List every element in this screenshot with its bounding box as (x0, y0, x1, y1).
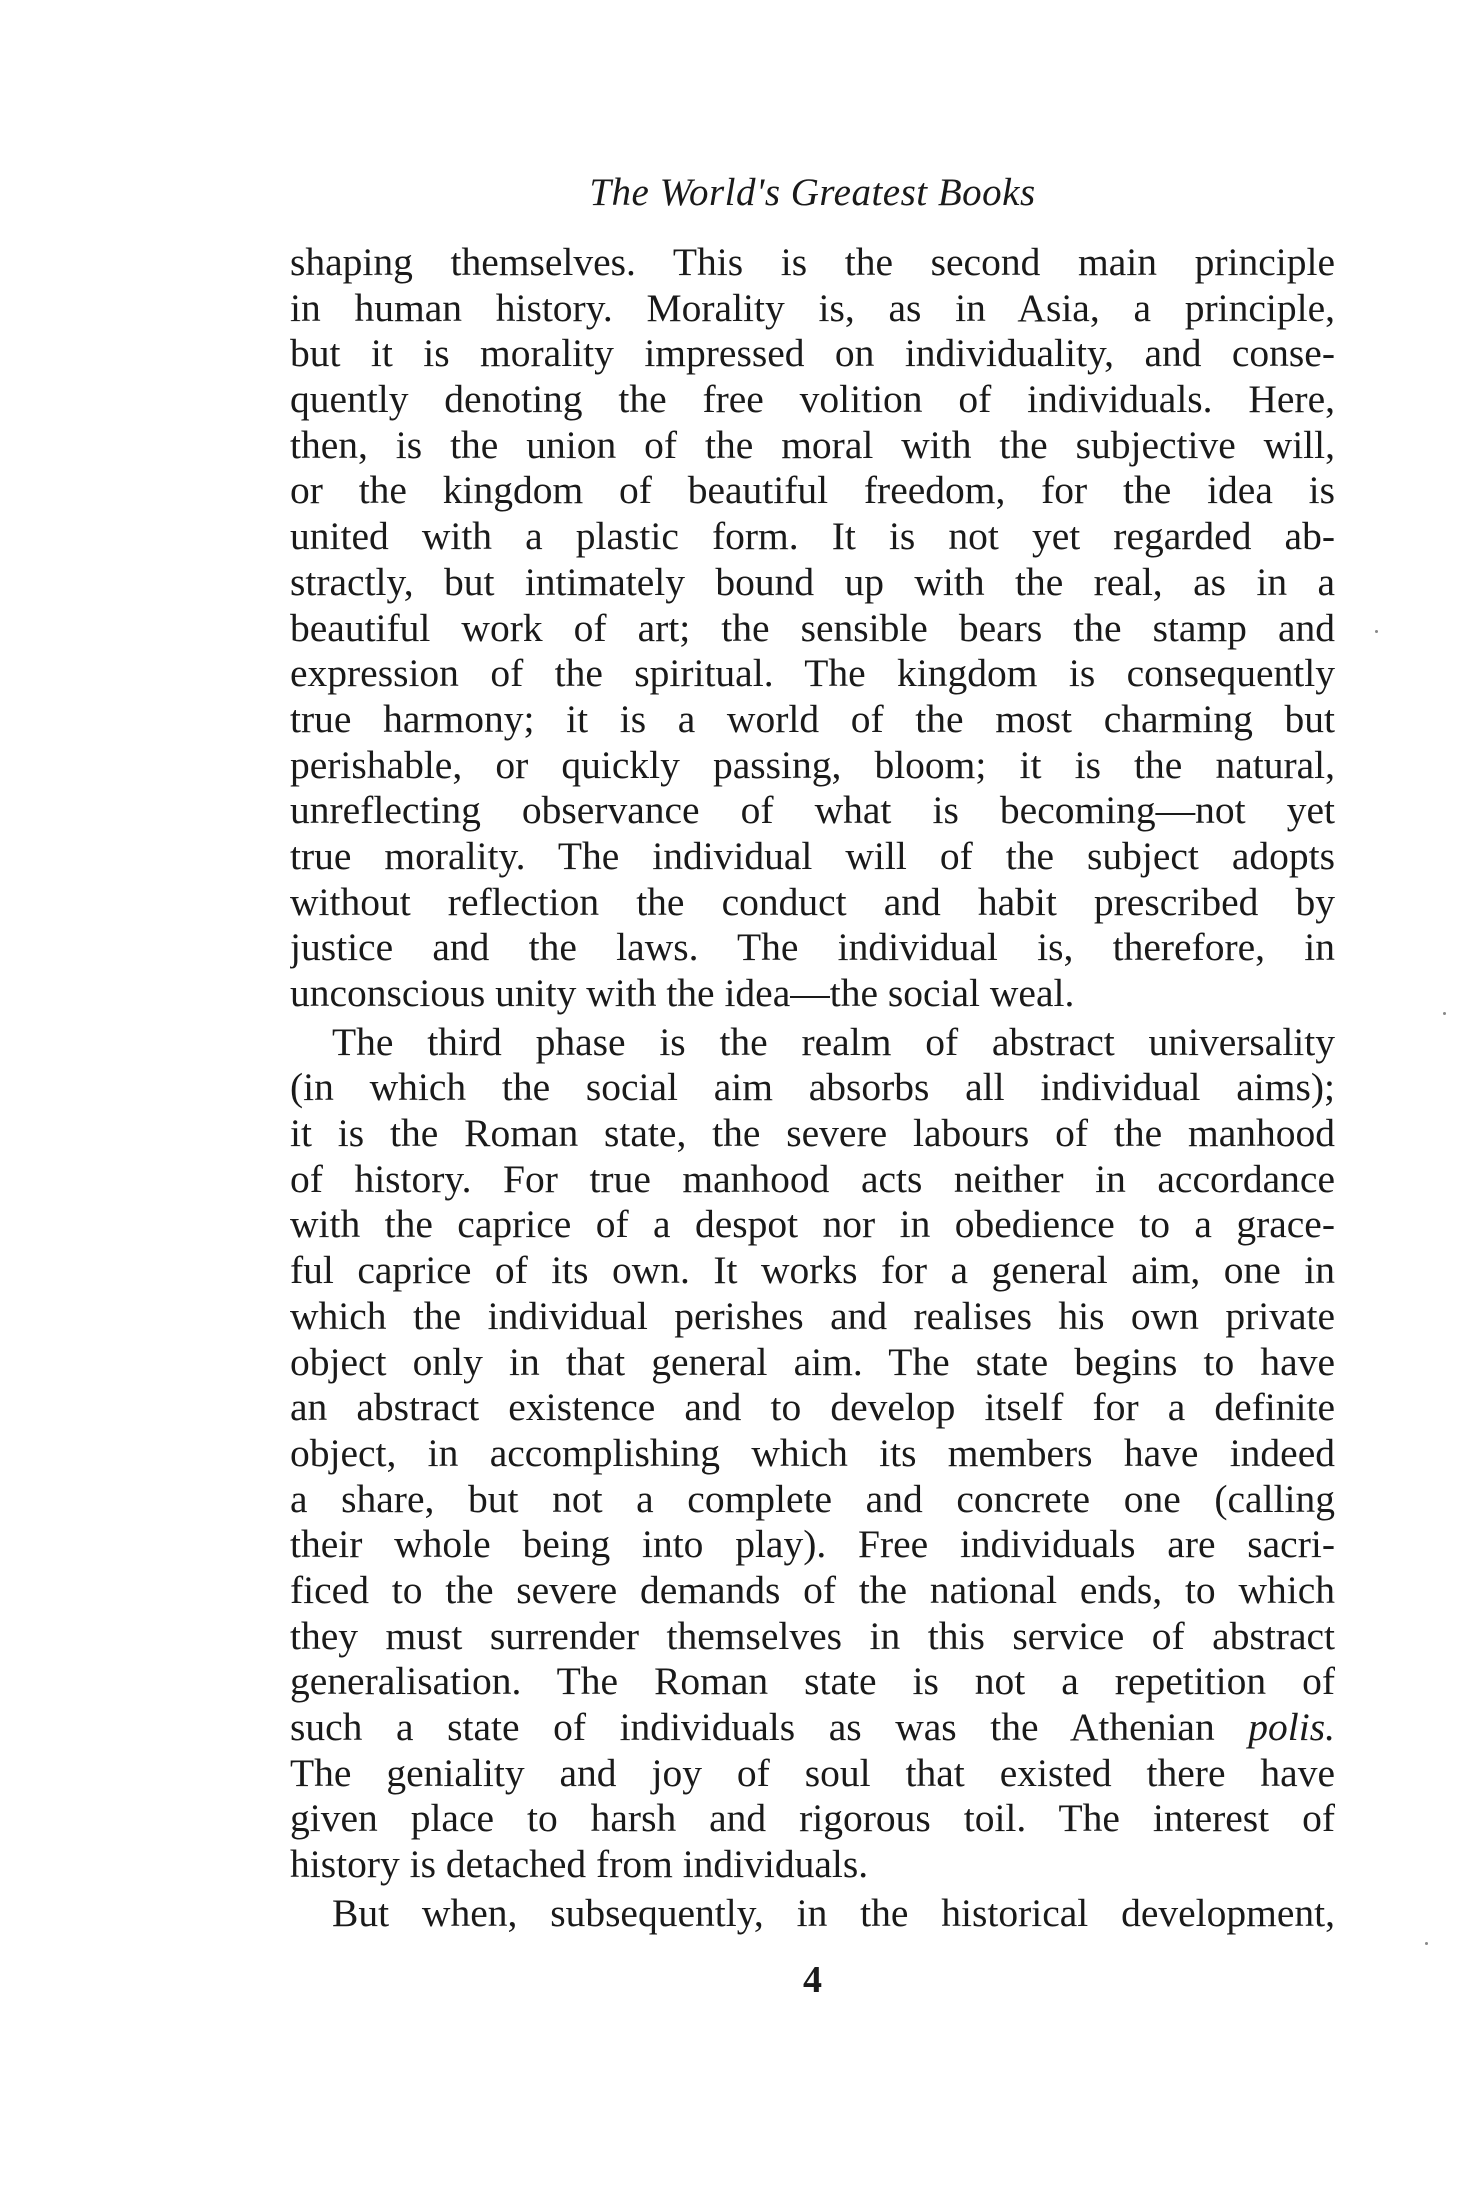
text-line: object, in accomplishing which its members have indeed (290, 1430, 1335, 1475)
text-line: their whole being into play). Free individuals are sacri- (290, 1522, 1335, 1567)
text-line: stractly, but intimately bound up with the real, as in a (290, 559, 1335, 604)
text-line: which the individual perishes and realises his own private (290, 1293, 1335, 1338)
page-number: 4 (803, 1959, 822, 2001)
text-line: justice and the laws. The individual is, therefore, in (290, 925, 1335, 970)
paper-speck (1375, 630, 1378, 633)
paper-speck (1425, 1942, 1428, 1945)
text-line: but it is morality impressed on individuality, and conse- (290, 331, 1335, 376)
paper-speck (1443, 1012, 1446, 1015)
italic-word-polis: polis. (1248, 1705, 1335, 1749)
text-line: perishable, or quickly passing, bloom; it is the natural, (290, 742, 1335, 787)
text-line: united with a plastic form. It is not yet regarded ab- (290, 514, 1335, 559)
text-line: beautiful work of art; the sensible bears the stamp and (290, 605, 1335, 650)
text-line: with the caprice of a despot nor in obedience to a grace- (290, 1202, 1335, 1247)
text-line: ful caprice of its own. It works for a general aim, one in (290, 1248, 1335, 1293)
text-line: generalisation. The Roman state is not a repetition of (290, 1659, 1335, 1704)
text-line: of history. For true manhood acts neither in accordance (290, 1156, 1335, 1201)
text-line: shaping themselves. This is the second main principle (290, 240, 1335, 284)
text-line: true harmony; it is a world of the most charming but (290, 696, 1335, 741)
text-line: they must surrender themselves in this service of abstract (290, 1613, 1335, 1658)
text-line: then, is the union of the moral with the subjective will, (290, 422, 1335, 467)
running-head: The World's Greatest Books (589, 171, 1036, 214)
text-line: unreflecting observance of what is becoming—not yet (290, 788, 1335, 833)
body-text (290, 240, 1335, 1936)
text-line-roman-part: such a state of individuals as was the Athenian (290, 1705, 1215, 1749)
text-line: true morality. The individual will of the subject adopts (290, 833, 1335, 878)
text-line: (in which the social aim absorbs all individual aims); (290, 1065, 1335, 1110)
text-line: a share, but not a complete and concrete one (calling (290, 1476, 1335, 1521)
text-line: quently denoting the free volition of individuals. Here, (290, 377, 1335, 422)
text-line: object only in that general aim. The state begins to have (290, 1339, 1335, 1384)
text-line: an abstract existence and to develop itself for a definite (290, 1385, 1335, 1430)
text-line: unconscious unity with the idea—the social weal. (290, 971, 1075, 1015)
text-line-with-italic (290, 1705, 1335, 1751)
paragraph-start-line: But when, subsequently, in the historical development, (332, 1890, 1335, 1935)
text-line: it is the Roman state, the severe labours of the manhood (290, 1111, 1335, 1156)
text-line: in human history. Morality is, as in Asia, a principle, (290, 285, 1335, 330)
text-line: ficed to the severe demands of the national ends, to which (290, 1567, 1335, 1612)
text-line: or the kingdom of beautiful freedom, for the idea is (290, 468, 1335, 513)
text-line: without reflection the conduct and habit prescribed by (290, 879, 1335, 924)
text-line: The geniality and joy of soul that existed there have (290, 1750, 1335, 1795)
text-line: history is detached from individuals. (290, 1842, 869, 1887)
text-line: expression of the spiritual. The kingdom is consequently (290, 651, 1335, 696)
paragraph-start-line: The third phase is the realm of abstract universality (332, 1019, 1335, 1064)
text-line: given place to harsh and rigorous toil. The interest of (290, 1796, 1335, 1841)
